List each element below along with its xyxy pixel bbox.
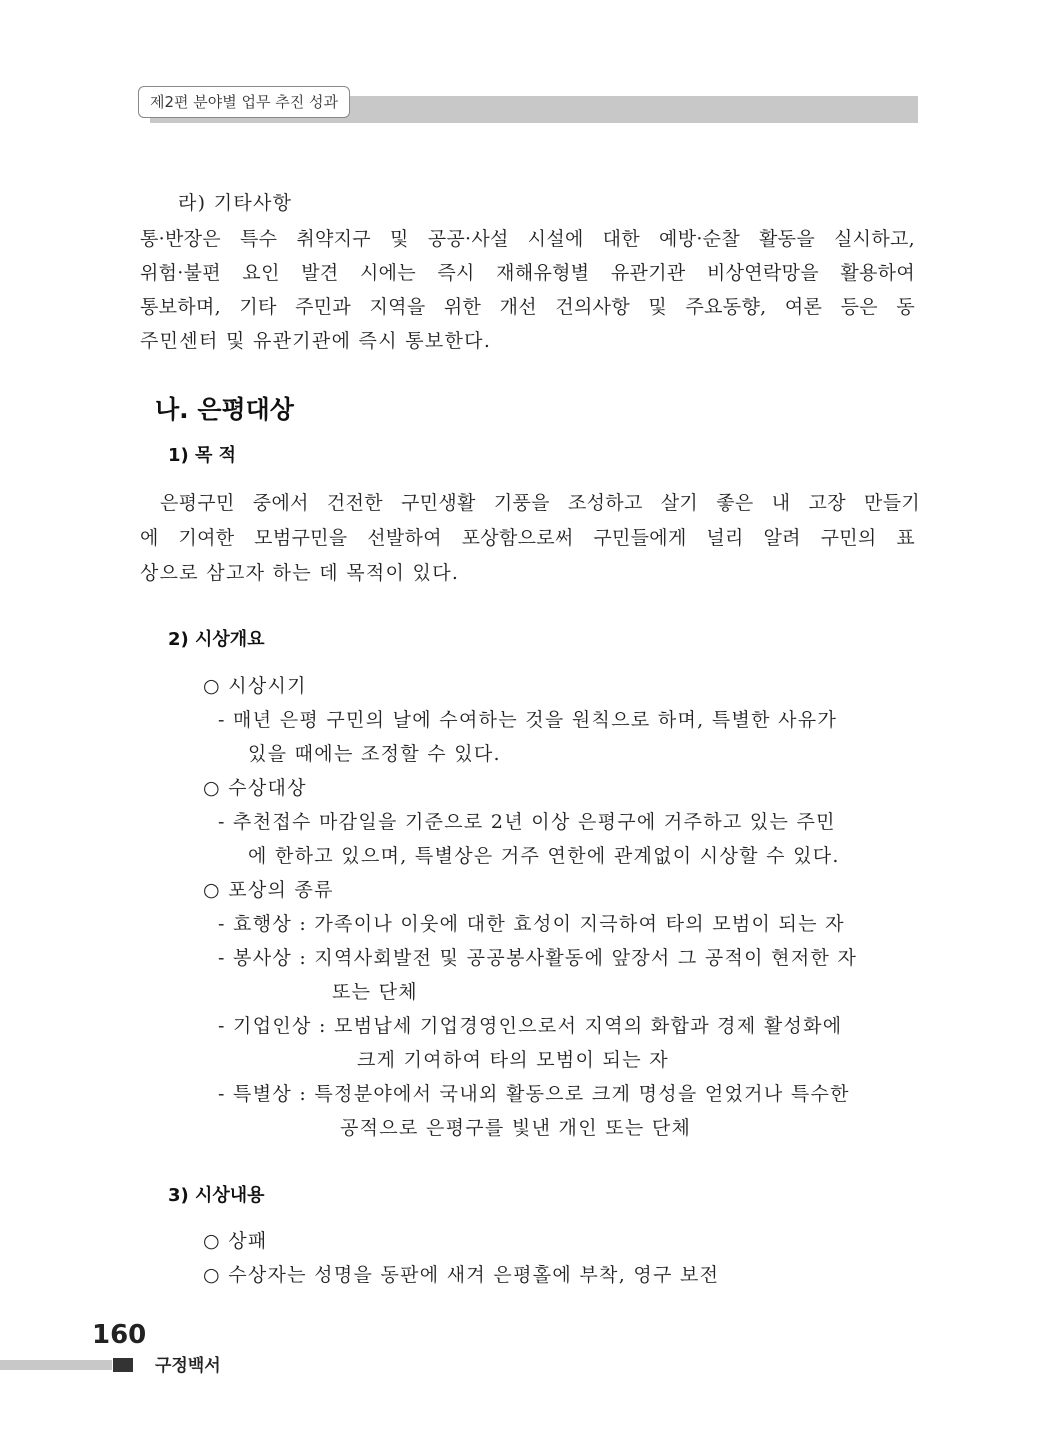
timing-line-2: 있을 때에는 조정할 수 있다.: [248, 743, 501, 765]
type-bongsa-1: - 봉사상 : 지역사회발전 및 공공봉사활동에 앞장서 그 공적이 현저한 자: [218, 947, 858, 969]
purpose-heading: 1) 목 적: [168, 445, 237, 466]
content-heading: 3) 시상내용: [168, 1185, 265, 1206]
type-business-1: - 기업인상 : 모범납세 기업경영인으로서 지역의 화합과 경제 활성화에: [218, 1015, 843, 1037]
timing-label: ○ 시상시기: [203, 675, 307, 697]
section-header: 제2편 분야별 업무 추진 성과: [138, 86, 350, 118]
footer-marker: [113, 1358, 133, 1372]
type-hyohaeng: - 효행상 : 가족이나 이웃에 대한 효성이 지극하여 타의 모범이 되는 자: [218, 913, 845, 935]
purpose-line-3: 상으로 삼고자 하는 데 목적이 있다.: [140, 562, 460, 584]
etc-line-1: 통·반장은 특수 취약지구 및 공공·사설 시설에 대한 예방·순찰 활동을 실시하고,: [140, 228, 915, 250]
content-item-1: ○ 상패: [203, 1230, 268, 1252]
purpose-line-2: 에 기여한 모범구민을 선발하여 포상함으로써 구민들에게 널리 알려 구민의 표: [140, 527, 915, 549]
target-line-1: - 추천접수 마감일을 기준으로 2년 이상 은평구에 거주하고 있는 주민: [218, 811, 836, 833]
type-special-2: 공적으로 은평구를 빛낸 개인 또는 단체: [340, 1117, 692, 1139]
etc-line-4: 주민센터 및 유관기관에 즉시 통보한다.: [140, 330, 492, 352]
type-business-2: 크게 기여하여 타의 모범이 되는 자: [357, 1049, 669, 1071]
overview-heading: 2) 시상개요: [168, 629, 265, 650]
etc-line-3: 통보하며, 기타 주민과 지역을 위한 개선 건의사항 및 주요동향, 여론 등은 동: [140, 296, 915, 318]
type-special-1: - 특별상 : 특정분야에서 국내외 활동으로 크게 명성을 얻었거나 특수한: [218, 1083, 850, 1105]
footer-bar: [0, 1360, 112, 1370]
etc-line-2: 위험·불편 요인 발견 시에는 즉시 재해유형별 유관기관 비상연락망을 활용하여: [140, 262, 915, 284]
content-item-2: ○ 수상자는 성명을 동판에 새겨 은평홀에 부착, 영구 보전: [203, 1264, 720, 1286]
purpose-line-1: 은평구민 중에서 건전한 구민생활 기풍을 조성하고 살기 좋은 내 고장 만들기: [160, 492, 920, 514]
page-number: 160: [92, 1320, 147, 1350]
type-bongsa-2: 또는 단체: [332, 981, 418, 1003]
section-title: 나. 은평대상: [155, 395, 294, 424]
timing-line-1: - 매년 은평 구민의 날에 수여하는 것을 원칙으로 하며, 특별한 사유가: [218, 709, 838, 731]
etc-heading: 라) 기타사항: [178, 192, 293, 214]
target-label: ○ 수상대상: [203, 777, 307, 799]
types-label: ○ 포상의 종류: [203, 879, 334, 901]
target-line-2: 에 한하고 있으며, 특별상은 거주 연한에 관계없이 시상할 수 있다.: [248, 845, 840, 867]
book-title: 구정백서: [155, 1356, 221, 1376]
